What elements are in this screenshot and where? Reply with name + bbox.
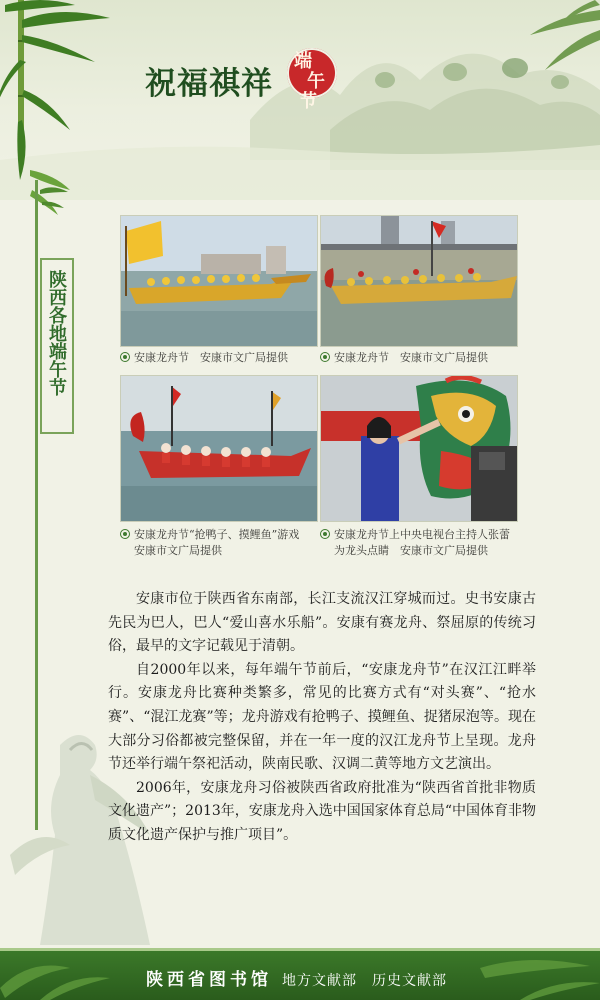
header-title-group bbox=[145, 48, 365, 112]
caption-bullet-icon bbox=[320, 352, 330, 362]
photo-dragon-boat-race-2 bbox=[320, 215, 518, 347]
photo-caption-2 bbox=[320, 350, 516, 366]
section-label-box bbox=[40, 258, 74, 434]
caption-3-line-1: 安康龙舟节“抢鸭子、摸鲤鱼”游戏 bbox=[134, 528, 300, 541]
photo-dragon-boat-race-1 bbox=[120, 215, 318, 347]
caption-3-line-2: 安康市文广局提供 bbox=[134, 544, 222, 557]
seal-char-1: 端 bbox=[294, 51, 312, 72]
caption-bullet-icon bbox=[120, 529, 130, 539]
article-paragraph-1: 安康市位于陕西省东南部，长江支流汉江穿城而过。史书安康古先民为巴人，巴人“爱山喜水乐船”。安康有赛龙舟、祭屈原的传统习俗，最早的文字记载见于清朝。 bbox=[108, 591, 536, 655]
photo-duck-catching-game bbox=[120, 375, 318, 522]
page-title: 祝福祺祥 bbox=[145, 66, 273, 102]
caption-4-line-1: 安康龙舟节上中央电视台主持人张蕾 bbox=[334, 528, 510, 541]
photo-dragon-head-eye-dotting bbox=[320, 375, 518, 522]
seal-text bbox=[291, 51, 335, 112]
caption-bullet-icon bbox=[120, 352, 130, 362]
caption-1-line-1: 安康龙舟节 安康市文广局提供 bbox=[134, 351, 288, 364]
library-name: 陕西省图书馆 bbox=[146, 970, 272, 990]
photo-caption-1 bbox=[120, 350, 316, 366]
bamboo-branch-illustration bbox=[490, 0, 600, 120]
footer-text bbox=[146, 965, 447, 990]
caption-2-line-1: 安康龙舟节 安康市文广局提供 bbox=[334, 351, 488, 364]
leaf-sprig-icon bbox=[38, 182, 78, 222]
dragon-boat-festival-seal bbox=[287, 48, 337, 112]
photo-caption-3 bbox=[120, 527, 320, 559]
article-paragraph-2: 自2000年以来，每年端午节前后，“安康龙舟节”在汉江江畔举行。安康龙舟比赛种类繁多，常见的比赛方式有“对头赛”、“抢水赛”、“混江龙赛”等；龙舟游戏有抢鸭子、摸鲤鱼、捉猪尿泡等。现在大部分习俗都被完整保留，并在一年一度的汉江龙舟节上呈现。龙舟节还举行端午祭祀活动，陕南民歌、汉调二黄等地方文艺演出。 bbox=[108, 661, 536, 773]
seal-char-3: 节 bbox=[299, 91, 317, 112]
seal-char-2: 午 bbox=[307, 71, 325, 92]
photo-caption-4 bbox=[320, 527, 520, 559]
article-body bbox=[108, 588, 536, 848]
article-paragraph-3: 2006年，安康龙舟习俗被陕西省政府批准为“陕西省首批非物质文化遗产”；2013年，安康龙舟入选中国国家体育总局“中国体育非物质文化遗产保护与推广项目”。 bbox=[108, 779, 536, 843]
department-names: 地方文献部 历史文献部 bbox=[282, 973, 447, 989]
caption-bullet-icon bbox=[320, 529, 330, 539]
caption-4-line-2: 为龙头点睛 安康市文广局提供 bbox=[334, 544, 488, 557]
section-label: 陕西各地端午节 bbox=[46, 270, 67, 396]
